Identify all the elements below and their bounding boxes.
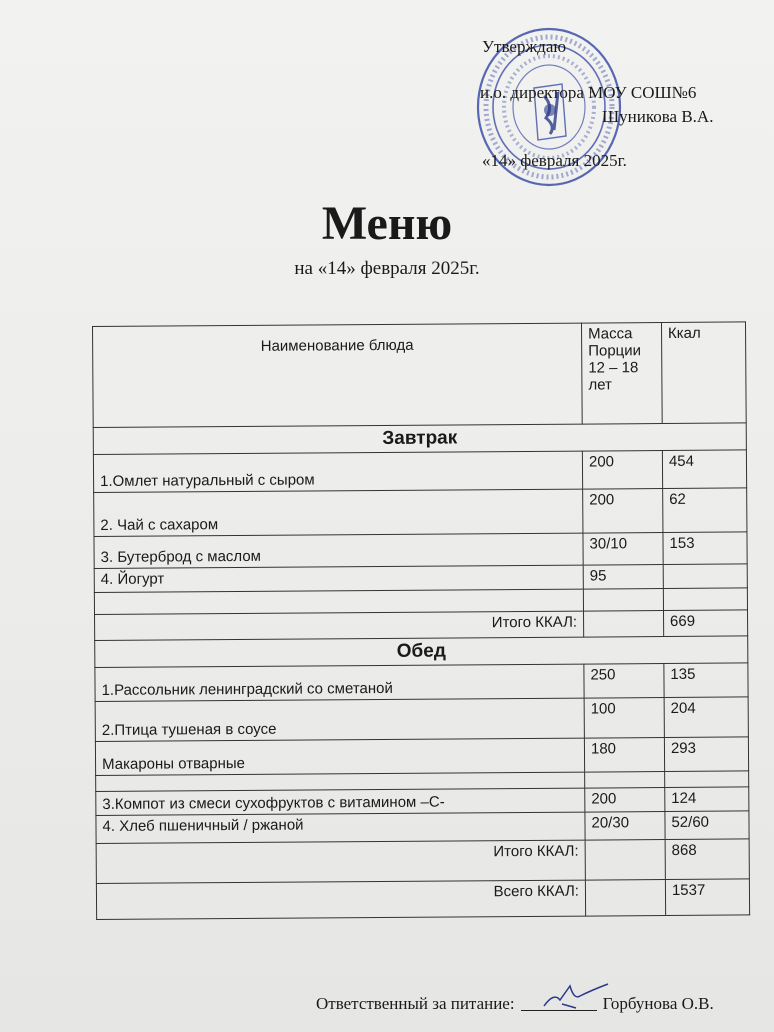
- signature-line: [521, 1010, 597, 1011]
- dish-kcal: 293: [664, 737, 748, 772]
- total-label: Итого ККАЛ:: [96, 840, 585, 883]
- page-title: Меню: [321, 197, 453, 250]
- dish-kcal: 124: [665, 787, 749, 812]
- section-breakfast: Завтрак: [93, 423, 746, 455]
- dish-kcal: 52/60: [665, 811, 749, 840]
- dish-name: 3.Компот из смеси сухофруктов с витамином –С-: [96, 788, 585, 815]
- approval-line-2: и.о. директора МОУ СОШ№6: [480, 83, 697, 102]
- total-value: 669: [663, 610, 747, 637]
- table-header-row: [93, 322, 747, 428]
- menu-table: [92, 321, 750, 920]
- header-name: Наименование блюда: [93, 323, 583, 427]
- dish-mass: 95: [583, 565, 663, 590]
- footer: [316, 994, 714, 1014]
- dish-kcal: 454: [662, 450, 746, 489]
- header-mass: Масса Порции 12 – 18 лет: [581, 323, 662, 425]
- dish-mass: 200: [582, 451, 662, 490]
- dish-mass: 20/30: [585, 812, 665, 841]
- table-row: [96, 811, 749, 844]
- dish-name: 4. Хлеб пшеничный / ржаной: [96, 812, 585, 843]
- dish-mass: 200: [585, 788, 665, 813]
- dish-kcal: 62: [663, 488, 747, 533]
- dish-mass: 180: [584, 738, 664, 773]
- table-row: [95, 697, 748, 742]
- dish-name: 2. Чай с сахаром: [94, 489, 583, 536]
- table-row: [95, 737, 748, 776]
- dish-kcal: 135: [664, 663, 748, 698]
- dish-name: 1.Омлет натуральный с сыром: [93, 451, 582, 492]
- section-lunch: Обед: [95, 636, 748, 668]
- dish-name: 3. Бутерброд с маслом: [94, 533, 583, 568]
- dish-name: 1.Рассольник ленинградский со сметаной: [95, 664, 584, 701]
- dish-kcal: 204: [664, 697, 748, 738]
- table-row-grand-total: [96, 879, 749, 920]
- dish-name: Макароны отварные: [95, 738, 584, 775]
- table-row: [94, 532, 747, 569]
- total-label: Итого ККАЛ:: [95, 611, 584, 640]
- dish-mass: 200: [583, 489, 663, 534]
- grand-total-value: 1537: [665, 879, 749, 916]
- table-row-total: [96, 839, 749, 884]
- dish-mass: 30/10: [583, 533, 663, 566]
- dish-name: 4. Йогурт: [94, 565, 583, 592]
- page-subtitle: на «14» февраля 2025г.: [294, 258, 480, 279]
- approval-line-3: Шуникова В.А.: [602, 107, 714, 126]
- footer-label: Ответственный за питание:: [316, 994, 515, 1013]
- total-value: 868: [665, 839, 749, 880]
- dish-kcal: 153: [663, 532, 747, 565]
- table-row: [95, 663, 748, 702]
- dish-mass: 250: [584, 664, 664, 699]
- grand-total-label: Всего ККАЛ:: [96, 880, 585, 919]
- dish-mass: 100: [584, 698, 664, 739]
- header-kcal: Ккал: [661, 322, 746, 424]
- approval-line-1: Утверждаю: [482, 37, 567, 56]
- dish-kcal: [663, 564, 747, 589]
- table-row: [93, 450, 746, 493]
- approval-line-4: «14» февраля 2025г.: [482, 151, 627, 170]
- table-row: [94, 488, 747, 537]
- footer-name: Горбунова О.В.: [602, 994, 714, 1013]
- dish-name: 2.Птица тушеная в соусе: [95, 698, 584, 741]
